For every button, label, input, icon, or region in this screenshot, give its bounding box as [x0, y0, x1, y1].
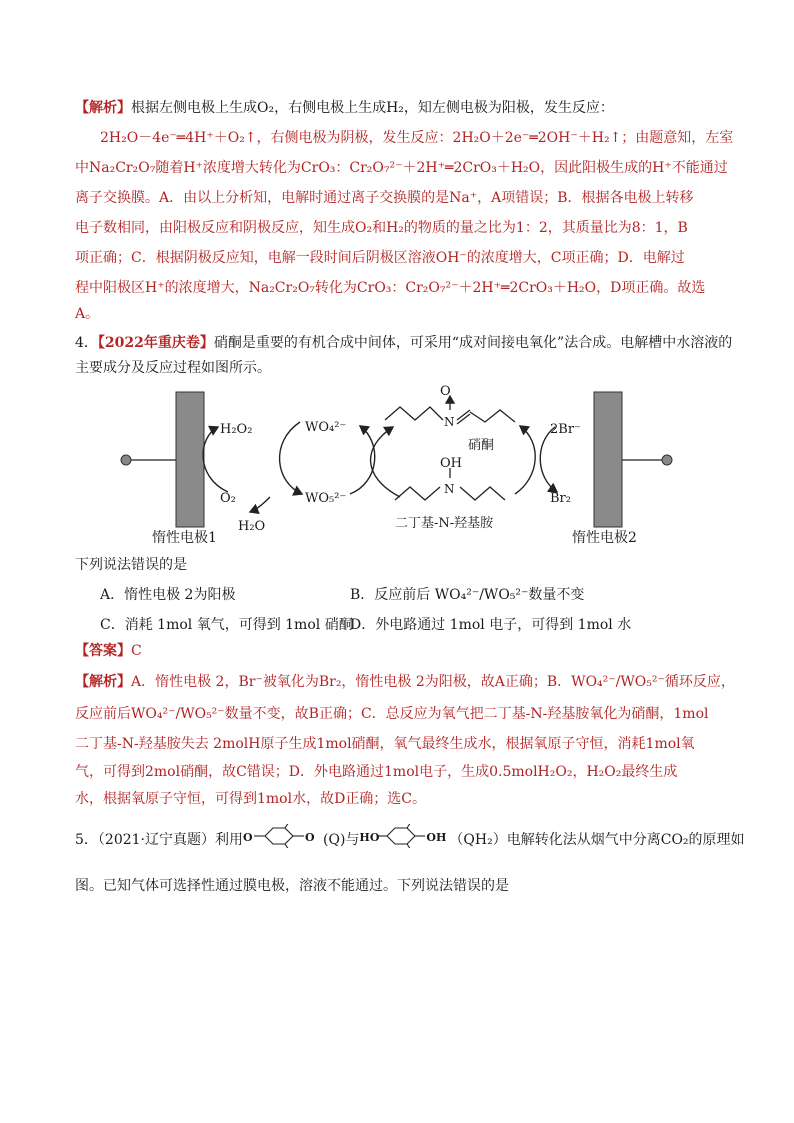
- label-oh: OH: [440, 456, 462, 471]
- q4-source: 【2022年重庆卷】: [97, 335, 214, 351]
- label-o-atom: O: [440, 384, 451, 399]
- right-electrode: [594, 392, 622, 527]
- label-nitrone: 硝酮: [468, 438, 495, 453]
- nitrone-chain-left: [385, 407, 443, 420]
- q4-analysis-line1: 【解析】A．惰性电极 2，Br⁻被氧化为Br₂，惰性电极 2为阳极，故A正确；B．WO₄²⁻/WO₅²⁻循环反应，: [75, 674, 735, 690]
- analysis1-line8: A。: [75, 306, 100, 322]
- q5-stem-line2: 图。已知气体可选择性通过膜电极，溶液不能通过。下列说法错误的是: [75, 878, 509, 894]
- q5-source: （2021·辽宁真题）: [97, 832, 216, 848]
- analysis1-line2: 2H₂O－4e⁻═4H⁺＋O₂↑，右侧电极为阴极，发生反应：2H₂O＋2e⁻═2OH⁻＋H₂↑；由题意知，左室: [100, 130, 734, 146]
- label-o2: O₂: [220, 491, 236, 506]
- q-right-o: O: [305, 831, 315, 844]
- right-terminal: [662, 455, 672, 465]
- q5-stem-line1: 5．（2021·辽宁真题）利用 O O (Q)与 HO OH （QH₂）电解转化法从烟气中分离CO₂的原理如: [75, 830, 745, 854]
- q4-ask: 下列说法错误的是: [75, 557, 187, 573]
- q-left-o: O: [243, 831, 253, 844]
- qh2-structure: [359, 830, 449, 850]
- q-structure: [243, 830, 323, 850]
- q4-option-c: C．消耗 1mol 氧气，可得到 1mol 硝酮: [100, 617, 353, 633]
- arrow-br2-side: [515, 426, 535, 494]
- left-terminal: [121, 455, 131, 465]
- q4-answer-line: [75, 641, 142, 661]
- label-n-nitrone: N: [444, 415, 455, 429]
- label-electrode1: 惰性电极1: [152, 530, 217, 546]
- label-amine: 二丁基-N-羟基胺: [395, 516, 494, 531]
- qh2-right-oh: OH: [426, 831, 447, 844]
- q4-stem-line1: 4．【2022年重庆卷】硝酮是重要的有机合成中间体，可采用“成对间接电氧化”法合成。电解槽中水溶液的: [75, 335, 733, 351]
- label-n-amine: N: [444, 482, 455, 496]
- q4-stem-line2: 主要成分及反应过程如图所示。: [75, 360, 271, 376]
- analysis-tag: 【解析】: [75, 100, 131, 116]
- label-br2: Br₂: [550, 491, 571, 506]
- q4-analysis-line2: 反应前后WO₄²⁻/WO₅²⁻数量不变，故B正确；C．总反应为氧气把二丁基-N-羟基胺氧化为硝酮，1mol: [75, 706, 709, 722]
- electrolysis-diagram: [110, 382, 700, 557]
- answer-tag: 【答案】: [75, 643, 131, 659]
- q4-number: 4．: [75, 335, 98, 351]
- label-h2o2: H₂O₂: [220, 422, 253, 437]
- label-h2o: H₂O: [238, 519, 266, 534]
- q4-option-a: A．惰性电极 2为阳极: [100, 587, 236, 603]
- q4-analysis-line4: 气，可得到2mol硝酮，故C错误；D．外电路通过1mol电子，生成0.5molH₂O₂，H₂O₂最终生成: [75, 764, 678, 780]
- analysis1-line7: 程中阳极区H⁺的浓度增大，Na₂Cr₂O₇转化为CrO₃：Cr₂O₇²⁻＋2H⁺═2CrO₃＋H₂O，D项正确。故选: [75, 280, 706, 296]
- answer-value: C: [131, 643, 142, 659]
- q4-analysis-line3: 二丁基-N-羟基胺失去 2molH原子生成1mol硝酮，氧气最终生成水，根据氧原子守恒，消耗1mol氧: [75, 736, 695, 752]
- amine-chain-left: [395, 487, 440, 500]
- qh2-left-ho: HO: [359, 831, 380, 844]
- label-wo4: WO₄²⁻: [305, 420, 347, 435]
- analysis1-line5: 电子数相同，由阳极反应和阴极反应，知生成O₂和H₂的物质的量之比为1：2，其质量比为8：1，B: [75, 220, 688, 236]
- arrow-wo4-to-wo5: [280, 422, 302, 494]
- analysis1-line1: 【解析】根据左侧电极上生成O₂，右侧电极上生成H₂，知左侧电极为阳极，发生反应：: [75, 100, 614, 116]
- q4-option-b: B．反应前后 WO₄²⁻/WO₅²⁻数量不变: [350, 587, 585, 603]
- q5-number: 5．: [75, 832, 98, 848]
- analysis1-line3: 中Na₂Cr₂O₇随着H⁺浓度增大转化为CrO₃：Cr₂O₇²⁻＋2H⁺═2CrO₃＋H₂O，因此阳极生成的H⁺不能通过: [75, 160, 728, 176]
- q4-analysis-tag: 【解析】: [75, 674, 131, 690]
- left-electrode: [176, 392, 204, 527]
- arrow-to-h2o: [250, 497, 270, 512]
- analysis1-line4: 离子交换膜。A．由以上分析知，电解时通过离子交换膜的是Na⁺，A项错误；B．根据各电极上转移: [75, 190, 694, 206]
- q4-option-d: D．外电路通过 1mol 电子，可得到 1mol 水: [350, 617, 632, 633]
- analysis1-line6: 项正确；C．根据阴极反应知，电解一段时间后阴极区溶液OH⁻的浓度增大，C项正确；D．电解过: [75, 250, 685, 266]
- label-br-ion: 2Br⁻: [550, 422, 581, 437]
- label-electrode2: 惰性电极2: [572, 530, 637, 546]
- q4-analysis-line5: 水，根据氧原子守恒，可得到1mol水，故D正确；选C。: [75, 791, 427, 807]
- amine-chain-right: [460, 487, 505, 500]
- nitrone-chain-right: [470, 410, 515, 422]
- label-wo5: WO₅²⁻: [305, 491, 347, 506]
